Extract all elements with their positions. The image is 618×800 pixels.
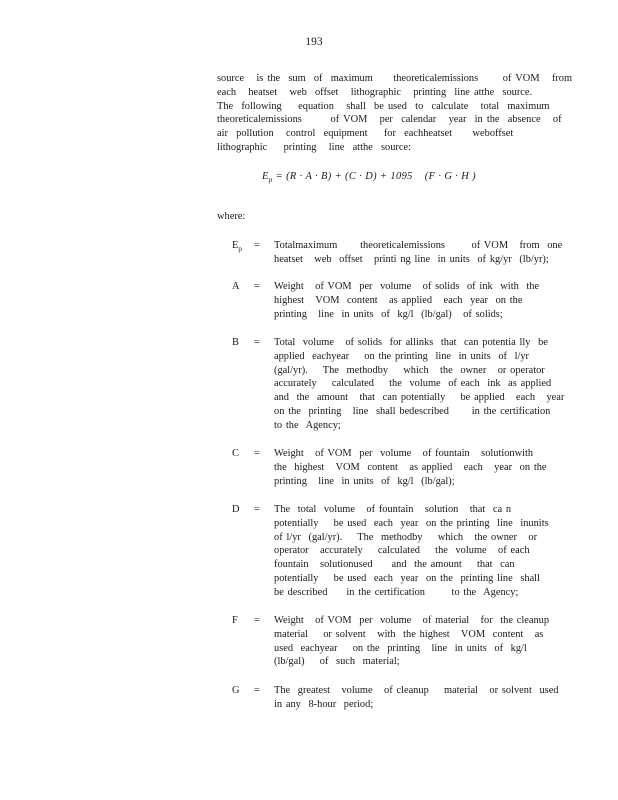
where-label: where:: [217, 211, 246, 222]
definition-text: The greatest volume of cleanup material or solvent used in any 8-hour period;: [274, 685, 559, 710]
emission-equation: [262, 170, 476, 185]
equation-rhs: = (R · A · B) + (C · D) + 1095 (F · G · H ): [272, 171, 477, 182]
definition-symbol: D: [232, 504, 240, 515]
page-number: 193: [305, 36, 323, 48]
definition-equals: =: [254, 240, 260, 251]
definition-equals: =: [254, 685, 260, 696]
definition-symbol: C: [232, 448, 239, 459]
definition-equals: =: [254, 504, 260, 515]
definition-symbol: A: [232, 281, 240, 292]
definition-symbol: $E_p$: [232, 240, 242, 253]
definition-equals: =: [254, 448, 260, 459]
intro-paragraph: source is the sum of maximum theoreticalemissions of VOM from each heatset web offset lithographic printing line atthe source. The following equation shall be used to calculate total maximum theoreticalemissions of VOM per calendar year in the absence of air pollution control equipment for eachheatset weboffset lithographic printing line atthe source:: [217, 73, 573, 153]
definition-text: Totalmaximum theoreticalemissions of VOM from one heatset web offset printi ng line in units of kg/yr (lb/yr);: [274, 240, 563, 265]
definition-text: The total volume of fountain solution that ca n potentially be used each year on the printing line inunits of l/yr (gal/yr). The methodby which the owner or operator accurately calculated the volume of each fountain solutionused and the amount that can potentially be used each year on the printing line shall be described in the certification to the Agency;: [274, 504, 549, 598]
definition-symbol: G: [232, 685, 240, 696]
definition-text: Total volume of solids for allinks that can potentia lly be applied eachyear on the printing line in units of l/yr (gal/yr). The methodby which the owner or operator accurately calculated the volume of each ink as applied and the amount that can potentially be applied each year on the printing line shall bedescribed in the certification to the Agency;: [274, 337, 565, 431]
equation-lhs: E: [262, 171, 269, 182]
definition-equals: =: [254, 281, 260, 292]
definition-text: Weight of VOM per volume of material for the cleanup material or solvent with the highest VOM content as used eachyear on the printing line in units of kg/l (lb/gal) of such material;: [274, 615, 550, 668]
equation-lhs-subscript: p: [268, 176, 273, 184]
definition-symbol: F: [232, 615, 238, 626]
definition-equals: =: [254, 337, 260, 348]
definition-text: Weight of VOM per volume of fountain solutionwith the highest VOM content as applied each year on the printing line in units of kg/l (lb/gal);: [274, 448, 547, 487]
definition-symbol: B: [232, 337, 239, 348]
definition-text: Weight of VOM per volume of solids of ink with the highest VOM content as applied each year on the printing line in units of kg/l (lb/gal) of solids;: [274, 281, 540, 320]
definition-equals: =: [254, 615, 260, 626]
